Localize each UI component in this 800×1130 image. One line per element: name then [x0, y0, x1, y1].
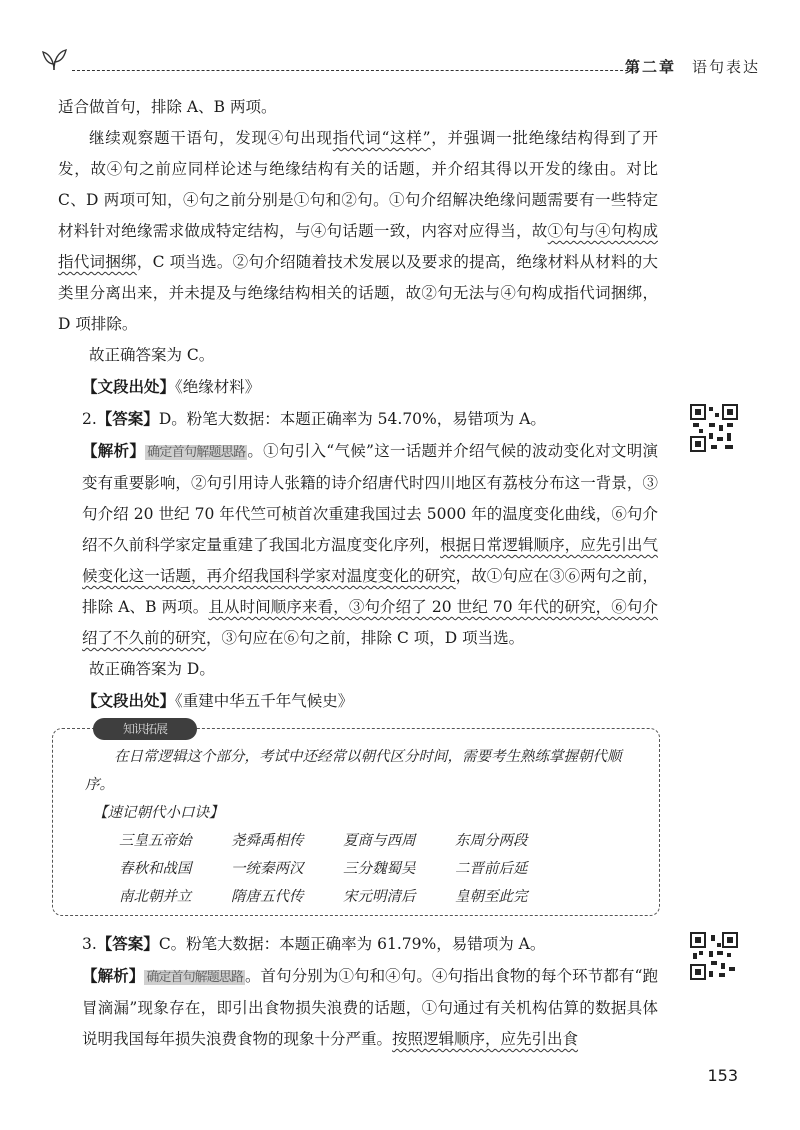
qr-code-icon[interactable]: [690, 404, 738, 452]
dynasty-poem: [85, 827, 635, 911]
poem-line: 隋唐五代传: [231, 889, 304, 905]
tip-box: [52, 722, 660, 916]
answer-1: 故正确答案为 C。: [89, 346, 215, 364]
poem-line: 东周分两段: [455, 833, 528, 849]
source-1: 【文段出处】《绝缘材料》: [82, 377, 261, 396]
poem-line: 二晋前后延: [455, 861, 528, 877]
main-text-continued: [58, 928, 658, 1055]
qr-code-icon[interactable]: [690, 932, 738, 980]
poem-line: 南北朝并立: [119, 889, 192, 905]
poem-line: 宋元明清后: [343, 889, 416, 905]
para-2: 继续观察题干语句，发现④句出现指代词“这样”，并强调一批绝缘结构得到了开发，故④句之前应同样论述与绝缘结构有关的话题，并介绍其得以开发的缘由。对比 C、D 两项可知，④句之前分别是①句和②句。①句介绍解决绝缘问题需要有一些特定材料针对绝缘需求做成特定结构，与④句话题一致，内容对应得当，故①句与④句构成指代词捆绑，C 项当选。②句介绍随着技术发展以及要求的提高，绝缘材料从材料的大类里分离出来，并未提及与绝缘结构相关的话题，故②句无法与④句构成指代词捆绑，D 项排除。: [58, 129, 658, 333]
question-2-answer: 2.【答案】D。粉笔大数据：本题正确率为 54.70%，易错项为 A。: [82, 409, 546, 428]
poem-line: 春秋和战国: [119, 861, 192, 877]
poem-line: 夏商与西周: [343, 833, 416, 849]
page-number: 153: [707, 1066, 738, 1085]
blurred-note: 确定首句解题思路: [146, 970, 243, 985]
poem-line: 皇朝至此完: [455, 889, 528, 905]
poem-line: 尧舜禹相传: [231, 833, 304, 849]
page-header: [40, 44, 760, 84]
poem-line: 三分魏蜀吴: [343, 861, 416, 877]
tip-badge: 知识拓展: [93, 718, 197, 740]
chapter-title: 第二章 语句表达: [624, 58, 760, 76]
leaf-icon: [40, 44, 70, 74]
blurred-note: 确定首句解题思路: [147, 445, 246, 460]
tip-content: [85, 743, 635, 911]
poem-line: 一统秦两汉: [231, 861, 304, 877]
source-2: 【文段出处】《重建中华五千年气候史》: [82, 691, 354, 710]
main-text: [58, 92, 658, 717]
question-3-answer: 3.【答案】C。粉笔大数据：本题正确率为 61.79%，易错项为 A。: [82, 934, 546, 953]
answer-2: 故正确答案为 D。: [89, 660, 215, 678]
poem-line: 三皇五帝始: [119, 833, 192, 849]
question-2-analysis: 【解析】 确定首句解题思路 。①句引入“气候”这一话题并介绍气候的波动变化对文明演变有重要影响，②句引用诗人张籍的诗介绍唐代时四川地区有荔枝分布这一背景，③句介绍 20 世纪 70 年代竺可桢首次重建我国过去 5000 年的温度变化曲线，⑥句介绍不久前科学家定量重建了我国北方温度变化序列，根据日常逻辑顺序，应先引出气候变化这一话题，再介绍我国科学家对温度变化的研究，故①句应在③⑥两句之前，排除 A、B 两项。且从时间顺序来看，③句介绍了 20 世纪 70 年代的研究，⑥句介绍了不久前的研究，③句应在⑥句之前，排除 C 项，D 项当选。: [82, 441, 658, 647]
header-rule: [72, 70, 638, 71]
tip-intro: 在日常逻辑这个部分，考试中还经常以朝代区分时间，需要考生熟练掌握朝代顺序。: [85, 749, 622, 793]
para-1: 适合做首句，排除 A、B 两项。: [58, 98, 277, 116]
question-3-analysis: 【解析】 确定首句解题思路 。首句分别为①句和④句。④句指出食物的每个环节都有“跑冒滴漏”现象存在，即引出食物损失浪费的话题，①句通过有关机构估算的数据具体说明我国每年损失浪费食物的现象十分严重。按照逻辑顺序，应先引出食: [82, 966, 658, 1048]
tip-title: 【速记朝代小口诀】: [93, 805, 224, 821]
